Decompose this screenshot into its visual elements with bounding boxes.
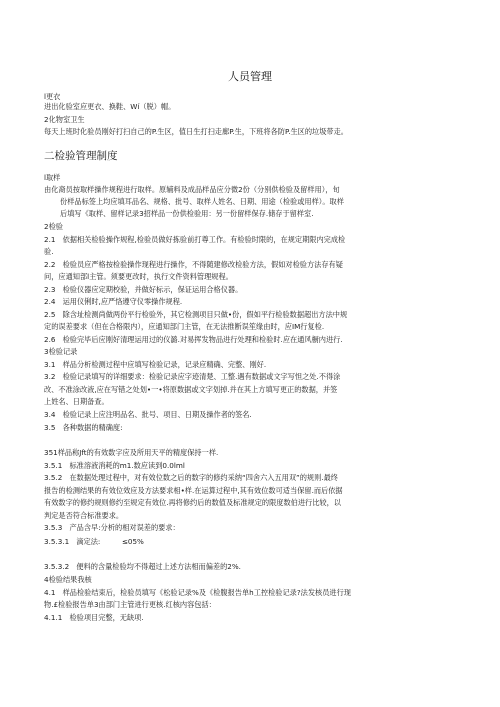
text-line: 351样品称Jft的有效数字应及所用天平的精度保持一样. — [44, 448, 219, 457]
text-line: 后填写《取样、留样记录3招样品一份供检验用：另一份留样保存.储存于留样室. — [60, 209, 314, 218]
text-line: 2.1 依据相关检验操作规程,检验员做好拣验前打尊工作。有检验时限的，在规定期限内完成检 — [44, 235, 346, 244]
page-title: 人员管理 — [228, 70, 272, 83]
text-line: 4.1.1 检验项目完整，无缺项. — [44, 613, 144, 622]
text-line: 由化裔员按取样操作规程进行取样。原辅料及成品样品应分微2份（分别供检验及留样用），旬 — [44, 185, 340, 194]
text-line: 有效数字的修约规则修约至规定有效位.再将修约后的数值及标准规定的限度数伯进行比较，以 — [44, 498, 341, 507]
text-line: 进出化验室应更衣、换鞋、Wí（脱）帽。 — [44, 102, 176, 111]
text-line: 验. — [44, 247, 54, 256]
text-line: 4检验结果我核 — [44, 575, 92, 584]
text-line: 3.5.1 标准溶液消耗的m1.数应读到0.0lml — [44, 461, 185, 470]
text-line: 3.5.3 产品含早:分析的相对误差的要求： — [44, 523, 180, 532]
text-line: 判定是否符合标准要求。 — [44, 511, 124, 520]
text-line: 每天上班时化验员刚好打扫自己的P.生区，值日生打扫走廊P.生，下班将各防P.生区的垃圾带走。 — [44, 127, 348, 136]
text-line: 2化物室卫生 — [44, 115, 85, 124]
text-line: 份样品标签上均应填耳品名、规格、批号、取样人姓名、日期、用途（检验或用样）。取样 — [60, 197, 344, 206]
text-line: 2.2 检验员应严格按检验操作现程进行操作，不得随建修改检验方法，假如对检验方法存有疑 — [44, 260, 343, 269]
text-line: 4.1 样品检验结束后，检验员填写《松验记录%及《检腹报告单h工控检验记录?法发核员进行现 — [44, 588, 351, 597]
text-line: 改、不准涂改液,应在写错之处划•一•将原数据或文字划掉.并在其上方填写更正的数据，并签 — [44, 385, 338, 394]
text-line: 3检验记录 — [44, 347, 78, 356]
text-line: 3.5.2 在数据处理过程中，对有效位数之后的数字的修约采纳“四舍六入五用双”的规则.最终 — [44, 473, 338, 482]
text-line: 2检验 — [44, 222, 63, 231]
text-line: 3.5.3.1 滴定法: ≤05% — [44, 537, 144, 546]
text-line: 3.5.3.2 便料的含量检验均不得超过上述方法相而偏差的2%. — [44, 562, 241, 571]
text-line: 物.£检验报告单3由部门主管进行更核.红核内容包括： — [44, 600, 216, 609]
text-line: 问，应通知部l主管。须要更改时，执行文件资料管理规程。 — [44, 272, 233, 281]
text-line: 2.5 除含址检测尚做两份平行检验外，其它检测项目只做•份，假如平行检验数据超出方法中规 — [44, 310, 348, 319]
text-line: 上姓名、日期备查。 — [44, 397, 109, 406]
text-line: l更衣 — [44, 92, 61, 101]
text-line: 2.6 检验完毕后应刚好清理运用过的仪潞.对易挥发物品进行处理和检验时.应在通风橱内进行. — [44, 335, 343, 344]
text-line: 3.4 检验记录上应注明品名、批号、项目、日期及操作者的签名. — [44, 410, 252, 419]
section-heading: 二检验管理制度 — [44, 150, 118, 162]
text-line: 报告的检测结果的有效位效应及方法要求相•样.在运算过程中,其有效位数可适当保留.而后依据 — [44, 486, 343, 495]
text-line: 3.1 样品分析检测过程中应填写检验记录，记录应精确、完整、刚好. — [44, 360, 267, 369]
text-line: 2.4 运用仪俐时,应严恪遵守仪零操作规程. — [44, 297, 183, 306]
text-line: 定的误差要求（但在合格限内），应通知部门主管，在无法推断误笙缘由时，应IM行复检. — [44, 322, 325, 331]
text-line: 3.5 各种数据的精确度: — [44, 423, 123, 432]
text-line: 3.2 检验记录填写的详细要求：检验记录应字迹清楚、工整.遇有数据或文字写怛之处.不得涂 — [44, 372, 341, 381]
text-line: l取样 — [44, 173, 61, 182]
text-line: 2.3 检验仪器应定期校验，并做好标示，保证运用合格仪器。 — [44, 285, 243, 294]
